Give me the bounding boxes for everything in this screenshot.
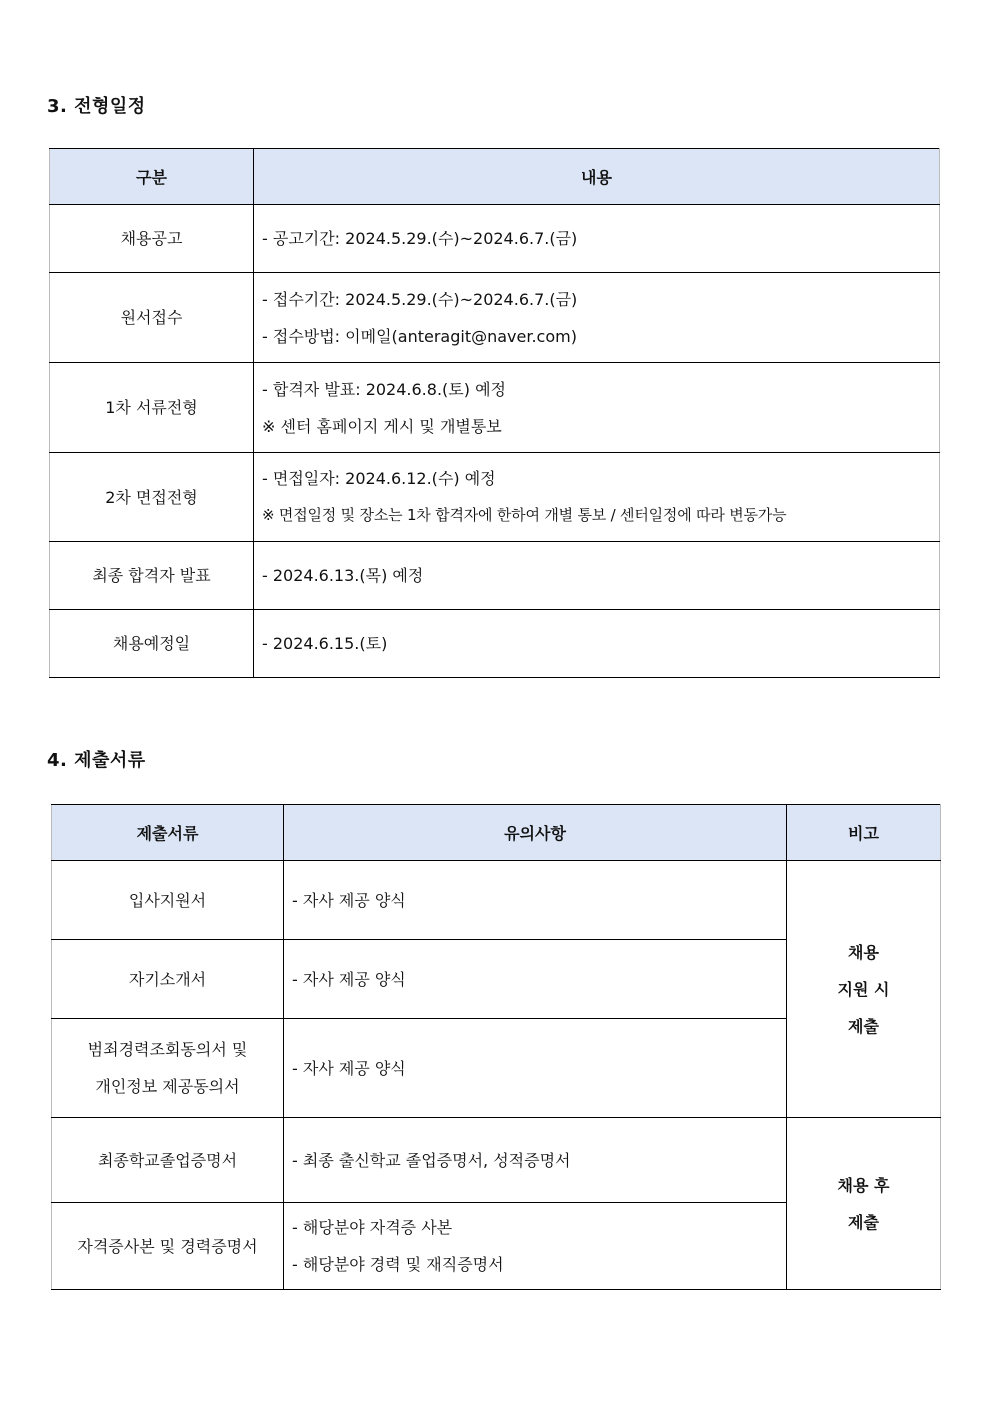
row-label: 최종 합격자 발표: [50, 542, 254, 610]
remark-line: 제출: [848, 1212, 879, 1232]
column-header-documents: 제출서류: [52, 805, 284, 861]
content-line: ※ 센터 홈페이지 게시 및 개별통보: [262, 416, 502, 436]
note-line: - 자사 제공 양식: [292, 890, 406, 910]
document-notes: [284, 940, 787, 1019]
column-header-notes: 유의사항: [284, 805, 787, 861]
row-content: [254, 610, 940, 678]
document-name: [52, 861, 284, 940]
document-name: [52, 940, 284, 1019]
table-row: [50, 363, 940, 453]
section-3-title: 3. 전형일정: [47, 96, 146, 117]
note-line: - 자사 제공 양식: [292, 969, 406, 989]
row-content: [254, 205, 940, 273]
section-4-title: 4. 제출서류: [47, 750, 146, 771]
document-notes: [284, 861, 787, 940]
remark-line: 지원 시: [837, 979, 890, 999]
content-line: ※ 면접일정 및 장소는 1차 합격자에 한하여 개별 통보 / 센터일정에 따라 변동가능: [262, 506, 787, 524]
row-content: [254, 363, 940, 453]
row-label: 1차 서류전형: [50, 363, 254, 453]
document-name-line: 최종학교졸업증명서: [97, 1150, 238, 1170]
row-label: 원서접수: [50, 273, 254, 363]
document-name-line: 범죄경력조회동의서 및: [87, 1040, 248, 1059]
table-row: [52, 1118, 941, 1203]
remark-on-application: [787, 861, 941, 1118]
document-name: [52, 1203, 284, 1290]
remark-line: 채용: [848, 942, 879, 962]
remark-line: 제출: [848, 1016, 879, 1036]
column-header-remarks: 비고: [787, 805, 941, 861]
note-line: - 해당분야 경력 및 재직증명서: [292, 1255, 504, 1274]
table-row: [52, 861, 941, 940]
table-row: [50, 542, 940, 610]
remark-line: 채용 후: [837, 1175, 890, 1195]
document-notes: [284, 1118, 787, 1203]
table-header-row: [50, 149, 940, 205]
content-line: - 면접일자: 2024.6.12.(수) 예정: [262, 469, 496, 488]
required-documents-table: [51, 804, 941, 1290]
table-header-row: [52, 805, 941, 861]
content-line: - 접수방법: 이메일(anteragit@naver.com): [262, 326, 577, 346]
note-line: - 최종 출신학교 졸업증명서, 성적증명서: [292, 1150, 571, 1170]
note-line: - 자사 제공 양식: [292, 1058, 406, 1078]
document-name: [52, 1118, 284, 1203]
column-header-category: 구분: [50, 149, 254, 205]
table-row: [50, 205, 940, 273]
selection-schedule-table: [49, 148, 940, 678]
table-row: [50, 610, 940, 678]
content-line: - 2024.6.13.(목) 예정: [262, 566, 424, 585]
table-row: [50, 453, 940, 542]
column-header-content: 내용: [254, 149, 940, 205]
document-notes: [284, 1203, 787, 1290]
table-row: [50, 273, 940, 363]
document-name-line: 자기소개서: [128, 969, 207, 989]
document-notes: [284, 1019, 787, 1118]
row-label: 채용예정일: [50, 610, 254, 678]
row-content: [254, 542, 940, 610]
document-name-line: 입사지원서: [128, 890, 207, 910]
row-label: 채용공고: [50, 205, 254, 273]
row-label: 2차 면접전형: [50, 453, 254, 542]
content-line: - 공고기간: 2024.5.29.(수)~2024.6.7.(금): [262, 229, 578, 248]
document-name-line: 자격증사본 및 경력증명서: [77, 1236, 258, 1256]
content-line: - 접수기간: 2024.5.29.(수)~2024.6.7.(금): [262, 289, 578, 309]
row-content: [254, 453, 940, 542]
remark-after-hiring: [787, 1118, 941, 1290]
row-content: [254, 273, 940, 363]
note-line: - 해당분야 자격증 사본: [292, 1218, 453, 1237]
document-name: [52, 1019, 284, 1118]
content-line: - 2024.6.15.(토): [262, 634, 388, 653]
content-line: - 합격자 발표: 2024.6.8.(토) 예정: [262, 379, 506, 399]
document-name-line: 개인정보 제공동의서: [95, 1077, 240, 1096]
